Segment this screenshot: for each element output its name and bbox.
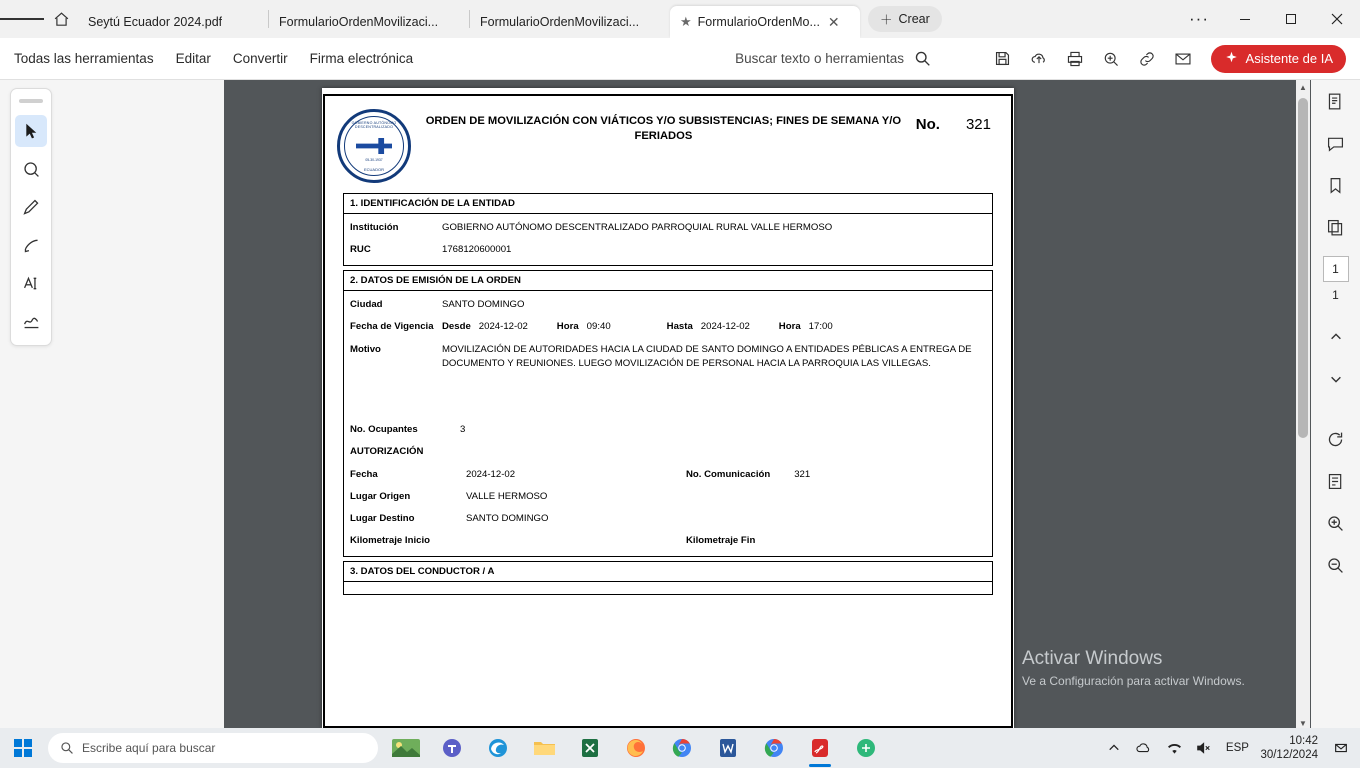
text-tool-icon[interactable] — [15, 267, 47, 299]
ocupantes-value: 3 — [460, 424, 466, 435]
app-green-icon[interactable] — [846, 728, 886, 768]
scroll-up-arrow[interactable]: ▲ — [1299, 82, 1307, 92]
taskbar-apps — [386, 728, 886, 768]
motivo-label: Motivo — [350, 344, 381, 355]
file-explorer-icon[interactable] — [524, 728, 564, 768]
fit-page-icon[interactable] — [1311, 460, 1360, 502]
draw-tool-icon[interactable] — [15, 191, 47, 223]
field-motivo — [350, 343, 986, 371]
show-hidden-icons-icon[interactable] — [1104, 742, 1124, 754]
ai-assistant-button[interactable] — [1211, 45, 1346, 73]
page-number-input[interactable] — [1323, 256, 1349, 282]
hasta-label: Hasta — [666, 321, 693, 332]
seal-top-text: GOBIERNO AUTÓNOMO DESCENTRALIZADO — [351, 121, 397, 129]
previous-page-icon[interactable] — [1311, 316, 1360, 358]
windows-taskbar — [0, 728, 1360, 768]
start-button[interactable] — [0, 728, 46, 768]
window-close-button[interactable] — [1314, 0, 1360, 38]
watermark-line2: Ve a Configuración para activar Windows. — [1022, 674, 1245, 688]
language-indicator[interactable]: ESP — [1225, 742, 1249, 754]
page-total: 1 — [1332, 288, 1339, 302]
menu-todas-las-herramientas[interactable]: Todas las herramientas — [14, 51, 154, 66]
save-icon[interactable] — [989, 45, 1017, 73]
teams-icon[interactable] — [432, 728, 472, 768]
tab-label: FormularioOrdenMovilizaci... — [480, 15, 640, 29]
section-identificacion-entidad — [343, 193, 993, 266]
field-ruc — [350, 244, 986, 255]
tab-label: FormularioOrdenMovilizaci... — [279, 15, 439, 29]
hora-hasta-value: 17:00 — [808, 321, 833, 332]
fecha-label: Fecha — [350, 469, 378, 480]
vigencia-label: Fecha de Vigencia — [350, 321, 434, 332]
ocupantes-label: No. Ocupantes — [350, 424, 418, 435]
system-tray — [1104, 728, 1360, 768]
hasta-value: 2024-12-02 — [700, 321, 750, 332]
clock[interactable] — [1260, 734, 1318, 762]
clock-date: 30/12/2024 — [1260, 749, 1318, 761]
copy-pages-icon[interactable] — [1311, 206, 1360, 248]
field-ciudad — [350, 299, 986, 310]
field-fecha-comunicacion — [350, 469, 986, 480]
star-icon[interactable]: ★ — [680, 14, 692, 29]
ruc-label: RUC — [350, 244, 371, 255]
tab-label: FormularioOrdenMo... — [697, 15, 820, 29]
institucion-label: Institución — [350, 222, 399, 233]
next-page-icon[interactable] — [1311, 358, 1360, 400]
origen-label: Lugar Origen — [350, 491, 411, 502]
upload-cloud-icon[interactable] — [1025, 45, 1053, 73]
edge-icon[interactable] — [478, 728, 518, 768]
rail-drag-handle[interactable] — [19, 99, 43, 103]
tab-3-active[interactable] — [670, 6, 860, 38]
ciudad-value: SANTO DOMINGO — [442, 299, 525, 310]
document-title: ORDEN DE MOVILIZACIÓN CON VIÁTICOS Y/O SUBSISTENCIAS; FINES DE SEMANA Y/O FERIADOS — [425, 115, 902, 142]
document-content — [325, 96, 1011, 595]
watermark-line1: Activar Windows — [1022, 648, 1163, 669]
comment-tool-icon[interactable] — [15, 153, 47, 185]
toolbar-actions — [989, 45, 1346, 73]
scroll-down-arrow[interactable]: ▼ — [1299, 718, 1307, 728]
field-lugar-destino — [350, 513, 986, 524]
menu-hamburger-icon[interactable] — [0, 0, 44, 38]
more-options-icon[interactable]: ··· — [1189, 9, 1209, 28]
field-lugar-origen — [350, 491, 986, 502]
section-datos-conductor — [343, 561, 993, 595]
word-icon[interactable] — [708, 728, 748, 768]
seal-bottom-text: ECUADOR — [363, 167, 384, 172]
search-icon — [60, 741, 74, 755]
destino-label: Lugar Destino — [350, 513, 415, 524]
link-icon[interactable] — [1133, 45, 1161, 73]
clock-time: 10:42 — [1289, 735, 1318, 747]
select-tool-icon[interactable] — [15, 115, 47, 147]
km-fin-label: Kilometraje Fin — [686, 535, 756, 546]
search-box[interactable] — [735, 50, 931, 67]
vertical-scrollbar[interactable] — [1296, 80, 1310, 730]
tab-0[interactable] — [78, 6, 268, 38]
document-header — [325, 96, 1011, 189]
tab-1[interactable] — [269, 6, 469, 38]
search-icon[interactable] — [914, 50, 931, 67]
motivo-blank-space — [350, 382, 986, 424]
browser-tab-bar — [0, 0, 1360, 38]
bookmark-icon[interactable] — [1311, 164, 1360, 206]
ruc-value: 1768120600001 — [442, 244, 512, 255]
fecha-value: 2024-12-02 — [466, 469, 516, 480]
notifications-icon[interactable] — [1328, 728, 1354, 768]
windows-logo-icon — [14, 739, 32, 757]
taskbar-search-placeholder: Escribe aquí para buscar — [82, 741, 216, 755]
home-icon[interactable] — [44, 0, 78, 38]
document-number — [916, 106, 1003, 133]
hora-hasta-label: Hora — [778, 321, 801, 332]
menu-editar[interactable]: Editar — [175, 51, 211, 66]
desde-label: Desde — [442, 321, 471, 332]
plus-icon: ＋ — [880, 13, 893, 27]
hora-desde-label: Hora — [556, 321, 579, 332]
network-icon[interactable] — [1164, 742, 1184, 755]
document-number-label: No. — [915, 116, 940, 133]
zoom-in-icon[interactable] — [1311, 502, 1360, 544]
firefox-icon[interactable] — [616, 728, 656, 768]
search-placeholder: Buscar texto o herramientas — [735, 51, 904, 66]
comment-bubble-icon[interactable] — [1311, 122, 1360, 164]
menu-firma-electronica[interactable]: Firma electrónica — [309, 51, 414, 66]
document-border — [323, 94, 1013, 728]
left-tool-rail — [10, 88, 52, 346]
tab-label: Seytú Ecuador 2024.pdf — [88, 15, 223, 29]
signature-tool-icon[interactable] — [15, 305, 47, 337]
right-tool-panel — [1311, 80, 1360, 730]
maximize-button[interactable] — [1268, 0, 1314, 38]
chrome-icon-2[interactable] — [754, 728, 794, 768]
create-button[interactable] — [868, 6, 942, 32]
hora-desde-value: 09:40 — [586, 321, 611, 332]
acrobat-icon[interactable] — [800, 728, 840, 768]
email-icon[interactable] — [1169, 45, 1197, 73]
autorizacion-heading: AUTORIZACIÓN — [350, 446, 424, 457]
menu-convertir[interactable]: Convertir — [232, 51, 288, 66]
section-datos-emision — [343, 270, 993, 557]
seal-mid-text: 05-30-1937 — [365, 158, 383, 162]
page-current: 1 — [1332, 262, 1339, 276]
institucion-value: GOBIERNO AUTÓNOMO DESCENTRALIZADO PARROQUIAL RURAL VALLE HERMOSO — [442, 222, 833, 233]
rotate-icon[interactable] — [1311, 418, 1360, 460]
section3-heading: 3. DATOS DEL CONDUCTOR / A — [344, 562, 992, 582]
seal-key-icon — [356, 138, 392, 154]
comunicacion-label: No. Comunicación — [686, 469, 771, 480]
print-icon[interactable] — [1061, 45, 1089, 73]
excel-icon[interactable] — [570, 728, 610, 768]
origen-value: VALLE HERMOSO — [466, 491, 548, 502]
chrome-icon[interactable] — [662, 728, 702, 768]
section1-heading: 1. IDENTIFICACIÓN DE LA ENTIDAD — [344, 194, 992, 214]
main-toolbar — [0, 38, 1360, 80]
desde-value: 2024-12-02 — [478, 321, 528, 332]
minimize-button[interactable] — [1222, 0, 1268, 38]
motivo-value: MOVILIZACIÓN DE AUTORIDADES HACIA LA CIUDAD DE SANTO DOMINGO A ENTIDADES PÉBLICAS A ENTREGA DE DOCUMENTO Y REUNIONES. LUEGO MOVILIZACIÓN DE PERSONAL HACIA LA PARROQUIA LAS VILLEGAS. — [442, 344, 972, 369]
entity-seal-logo — [337, 109, 411, 183]
zoom-out-icon[interactable] — [1311, 544, 1360, 586]
tab-2[interactable] — [470, 6, 670, 38]
taskview-widget-icon[interactable] — [386, 728, 426, 768]
volume-muted-icon[interactable] — [1194, 741, 1214, 755]
tab-close-icon[interactable]: ✕ — [827, 14, 840, 30]
comunicacion-value: 321 — [794, 469, 811, 480]
field-kilometraje — [350, 535, 986, 546]
scrollbar-thumb[interactable] — [1298, 98, 1308, 438]
section2-heading: 2. DATOS DE EMISIÓN DE LA ORDEN — [344, 271, 992, 291]
zoom-search-icon[interactable] — [1097, 45, 1125, 73]
pdf-viewer[interactable] — [224, 80, 1311, 730]
taskbar-search-input[interactable] — [48, 733, 378, 763]
km-inicio-label: Kilometraje Inicio — [350, 535, 430, 546]
field-vigencia — [350, 321, 986, 332]
document-number-value: 321 — [965, 116, 991, 133]
destino-value: SANTO DOMINGO — [466, 513, 549, 524]
create-label: Crear — [898, 12, 930, 26]
highlight-tool-icon[interactable] — [15, 229, 47, 261]
pdf-page-1 — [322, 88, 1014, 728]
ai-sparkle-icon — [1224, 51, 1239, 66]
export-pdf-icon[interactable] — [1311, 80, 1360, 122]
ai-assistant-label: Asistente de IA — [1245, 51, 1333, 66]
onedrive-icon[interactable] — [1134, 741, 1154, 755]
field-ocupantes — [350, 424, 986, 435]
windows-activation-watermark — [1022, 648, 1322, 688]
field-institucion — [350, 222, 986, 233]
ciudad-label: Ciudad — [350, 299, 383, 310]
window-controls — [1176, 0, 1360, 38]
